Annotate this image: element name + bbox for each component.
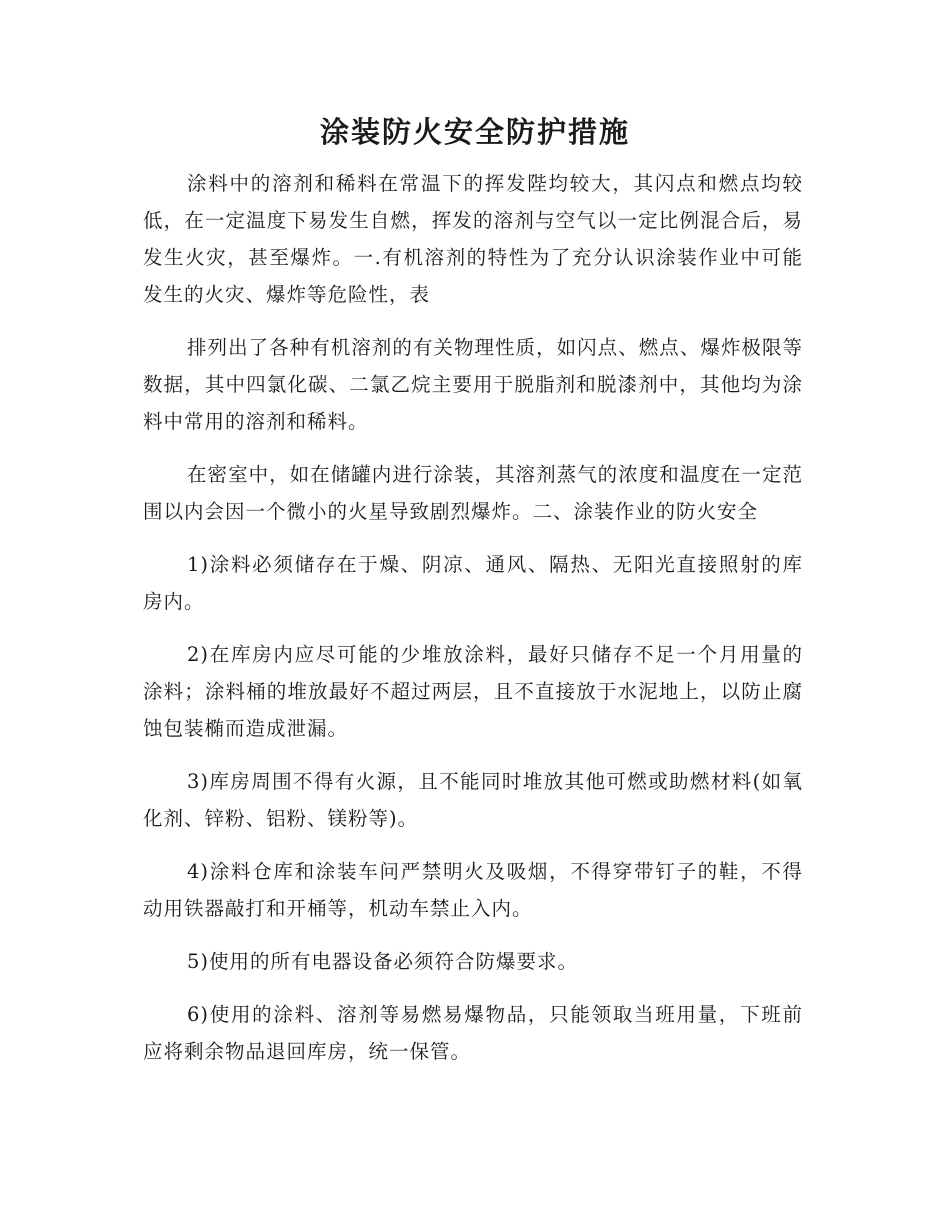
list-item-rule-6: 6)使用的涂料、溶剂等易燃易爆物品，只能领取当班用量，下班前应将剩余物品退回库房，统一保管。 xyxy=(143,1003,803,1063)
paragraph-solvent-properties: 排列出了各种有机溶剂的有关物理性质，如闪点、燃点、爆炸极限等数据，其中四氯化碳、二氯乙烷主要用于脱脂剂和脱漆剂中，其他均为涂料中常用的溶剂和稀料。 xyxy=(143,336,803,433)
list-item-rule-5: 5)使用的所有电器设备必须符合防爆要求。 xyxy=(187,950,579,973)
list-item-rule-1: 1)涂料必须储存在于燥、阴凉、通风、隔热、无阳光直接照射的库房内。 xyxy=(143,553,803,613)
paragraph-intro: 涂料中的溶剂和稀料在常温下的挥发陛均较大，其闪点和燃点均较低，在一定温度下易发生自燃，挥发的溶剂与空气以一定比例混合后，易发生火灾，甚至爆炸。一.有机溶剂的特性为了充分认识涂装作业中可能发生的火灾、爆炸等危险性，表 xyxy=(143,172,803,306)
document-title: 涂装防火安全防护措施 xyxy=(319,115,630,149)
paragraph-confined-space: 在密室中，如在储罐内进行涂装，其溶剂蒸气的浓度和温度在一定范围以内会因一个微小的火星导致剧烈爆炸。二、涂装作业的防火安全 xyxy=(143,463,803,523)
list-item-rule-4: 4)涂料仓库和涂装车问严禁明火及吸烟，不得穿带钉子的鞋，不得动用铁器敲打和开桶等，机动车禁止入内。 xyxy=(143,860,803,920)
list-item-rule-3: 3)库房周围不得有火源，且不能同时堆放其他可燃或助燃材料(如氧化剂、锌粉、铝粉、镁粉等)。 xyxy=(143,770,803,830)
document-body xyxy=(143,165,803,1086)
list-item-rule-2: 2)在库房内应尽可能的少堆放涂料，最好只储存不足一个月用量的涂料；涂料桶的堆放最好不超过两层，且不直接放于水泥地上，以防止腐蚀包装椭而造成泄漏。 xyxy=(143,643,803,740)
